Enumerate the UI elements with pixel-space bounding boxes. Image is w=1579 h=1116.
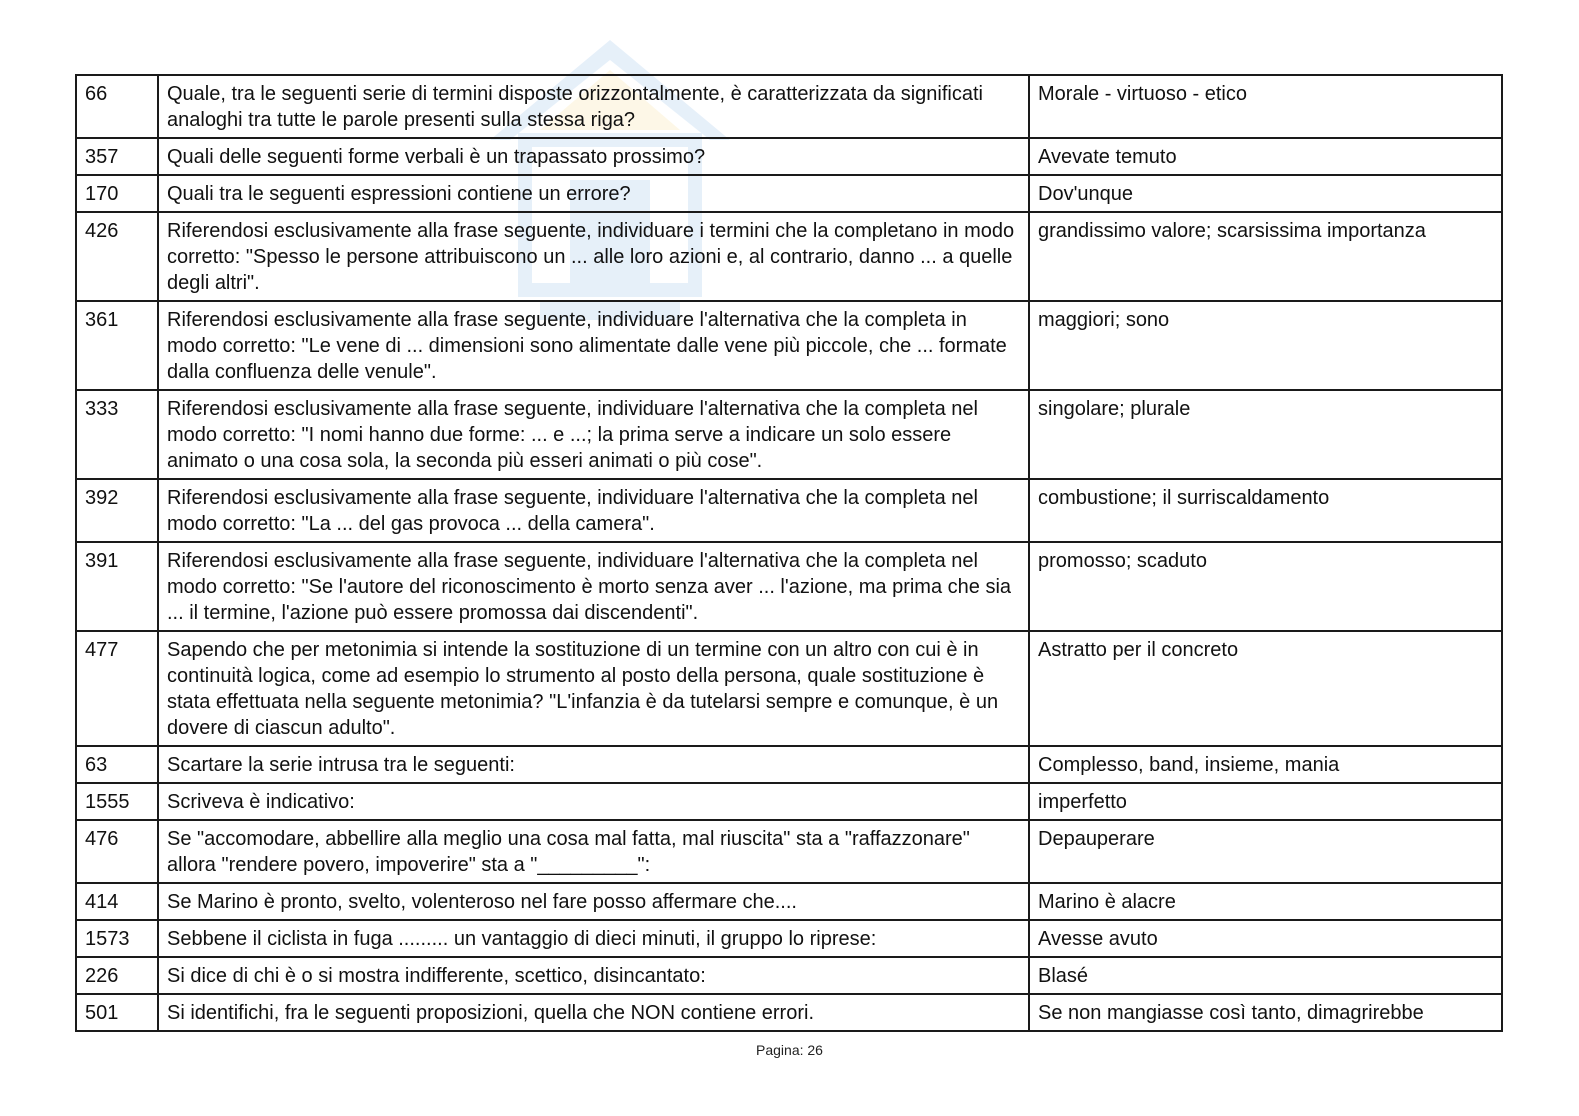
answer-text: combustione; il surriscaldamento bbox=[1029, 479, 1502, 542]
answer-text: Se non mangiasse così tanto, dimagrirebbe bbox=[1029, 994, 1502, 1031]
question-text: Se Marino è pronto, svelto, volenteroso nel fare posso affermare che.... bbox=[158, 883, 1029, 920]
table-row bbox=[76, 994, 1502, 1031]
answer-text: Avesse avuto bbox=[1029, 920, 1502, 957]
table-row bbox=[76, 138, 1502, 175]
question-number: 477 bbox=[76, 631, 158, 746]
question-number: 1555 bbox=[76, 783, 158, 820]
answer-text: Marino è alacre bbox=[1029, 883, 1502, 920]
question-text: Riferendosi esclusivamente alla frase seguente, individuare l'alternativa che la completa in modo corretto: "Le vene di ... dimensioni sono alimentate dalle vene più piccole, che ... formate dalla confluenza delle venule". bbox=[158, 301, 1029, 390]
question-text: Quale, tra le seguenti serie di termini disposte orizzontalmente, è caratterizzata da significati analoghi tra tutte le parole presenti sulla stessa riga? bbox=[158, 75, 1029, 138]
answer-text: Complesso, band, insieme, mania bbox=[1029, 746, 1502, 783]
question-number: 426 bbox=[76, 212, 158, 301]
answer-text: Dov'unque bbox=[1029, 175, 1502, 212]
question-text: Riferendosi esclusivamente alla frase seguente, individuare l'alternativa che la completa nel modo corretto: "Se l'autore del riconoscimento è morto senza aver ... l'azione, ma prima che sia ... il termine, l'azione può essere promossa dai discendenti". bbox=[158, 542, 1029, 631]
question-text: Si identifichi, fra le seguenti proposizioni, quella che NON contiene errori. bbox=[158, 994, 1029, 1031]
question-number: 333 bbox=[76, 390, 158, 479]
table-row bbox=[76, 479, 1502, 542]
table-row bbox=[76, 920, 1502, 957]
question-number: 391 bbox=[76, 542, 158, 631]
table-row bbox=[76, 390, 1502, 479]
question-number: 501 bbox=[76, 994, 158, 1031]
answer-text: imperfetto bbox=[1029, 783, 1502, 820]
table-row bbox=[76, 175, 1502, 212]
table-row bbox=[76, 746, 1502, 783]
question-number: 66 bbox=[76, 75, 158, 138]
table-row bbox=[76, 957, 1502, 994]
question-number: 226 bbox=[76, 957, 158, 994]
question-number: 476 bbox=[76, 820, 158, 883]
question-text: Scriveva è indicativo: bbox=[158, 783, 1029, 820]
question-text: Riferendosi esclusivamente alla frase seguente, individuare l'alternativa che la completa nel modo corretto: "I nomi hanno due forme: ... e ...; la prima serve a indicare un solo essere animato o una cosa sola, la seconda più esseri animati o più cose". bbox=[158, 390, 1029, 479]
question-text: Se "accomodare, abbellire alla meglio una cosa mal fatta, mal riuscita" sta a "raffazzonare" allora "rendere povero, impoverire" sta a "_________": bbox=[158, 820, 1029, 883]
table-row bbox=[76, 542, 1502, 631]
question-number: 361 bbox=[76, 301, 158, 390]
answer-text: maggiori; sono bbox=[1029, 301, 1502, 390]
answer-text: promosso; scaduto bbox=[1029, 542, 1502, 631]
answer-text: Astratto per il concreto bbox=[1029, 631, 1502, 746]
table-row bbox=[76, 301, 1502, 390]
table-row bbox=[76, 883, 1502, 920]
question-text: Sapendo che per metonimia si intende la sostituzione di un termine con un altro con cui è in continuità logica, come ad esempio lo strumento al posto della persona, quale sostituzione è stata effettuata nella seguente metonimia? "L'infanzia è da tutelarsi sempre e comunque, è un dovere di ciascun adulto". bbox=[158, 631, 1029, 746]
answer-text: Blasé bbox=[1029, 957, 1502, 994]
answer-text: Avevate temuto bbox=[1029, 138, 1502, 175]
answer-text: Morale - virtuoso - etico bbox=[1029, 75, 1502, 138]
question-text: Riferendosi esclusivamente alla frase seguente, individuare l'alternativa che la completa nel modo corretto: "La ... del gas provoca ... della camera". bbox=[158, 479, 1029, 542]
question-text: Scartare la serie intrusa tra le seguenti: bbox=[158, 746, 1029, 783]
table-row bbox=[76, 75, 1502, 138]
question-number: 392 bbox=[76, 479, 158, 542]
answer-text: singolare; plurale bbox=[1029, 390, 1502, 479]
question-number: 414 bbox=[76, 883, 158, 920]
questions-table bbox=[75, 74, 1503, 1032]
question-number: 1573 bbox=[76, 920, 158, 957]
question-text: Si dice di chi è o si mostra indifferente, scettico, disincantato: bbox=[158, 957, 1029, 994]
question-text: Quali delle seguenti forme verbali è un trapassato prossimo? bbox=[158, 138, 1029, 175]
page-number: Pagina: 26 bbox=[756, 1042, 823, 1058]
answer-text: Depauperare bbox=[1029, 820, 1502, 883]
table-row bbox=[76, 631, 1502, 746]
question-text: Riferendosi esclusivamente alla frase seguente, individuare i termini che la completano in modo corretto: "Spesso le persone attribuiscono un ... alle loro azioni e, al contrario, danno ... a quelle degli altri". bbox=[158, 212, 1029, 301]
table-row bbox=[76, 212, 1502, 301]
question-number: 63 bbox=[76, 746, 158, 783]
table-row bbox=[76, 783, 1502, 820]
table-row bbox=[76, 820, 1502, 883]
question-text: Sebbene il ciclista in fuga ......... un vantaggio di dieci minuti, il gruppo lo riprese: bbox=[158, 920, 1029, 957]
question-text: Quali tra le seguenti espressioni contiene un errore? bbox=[158, 175, 1029, 212]
answer-text: grandissimo valore; scarsissima importanza bbox=[1029, 212, 1502, 301]
question-number: 170 bbox=[76, 175, 158, 212]
question-number: 357 bbox=[76, 138, 158, 175]
